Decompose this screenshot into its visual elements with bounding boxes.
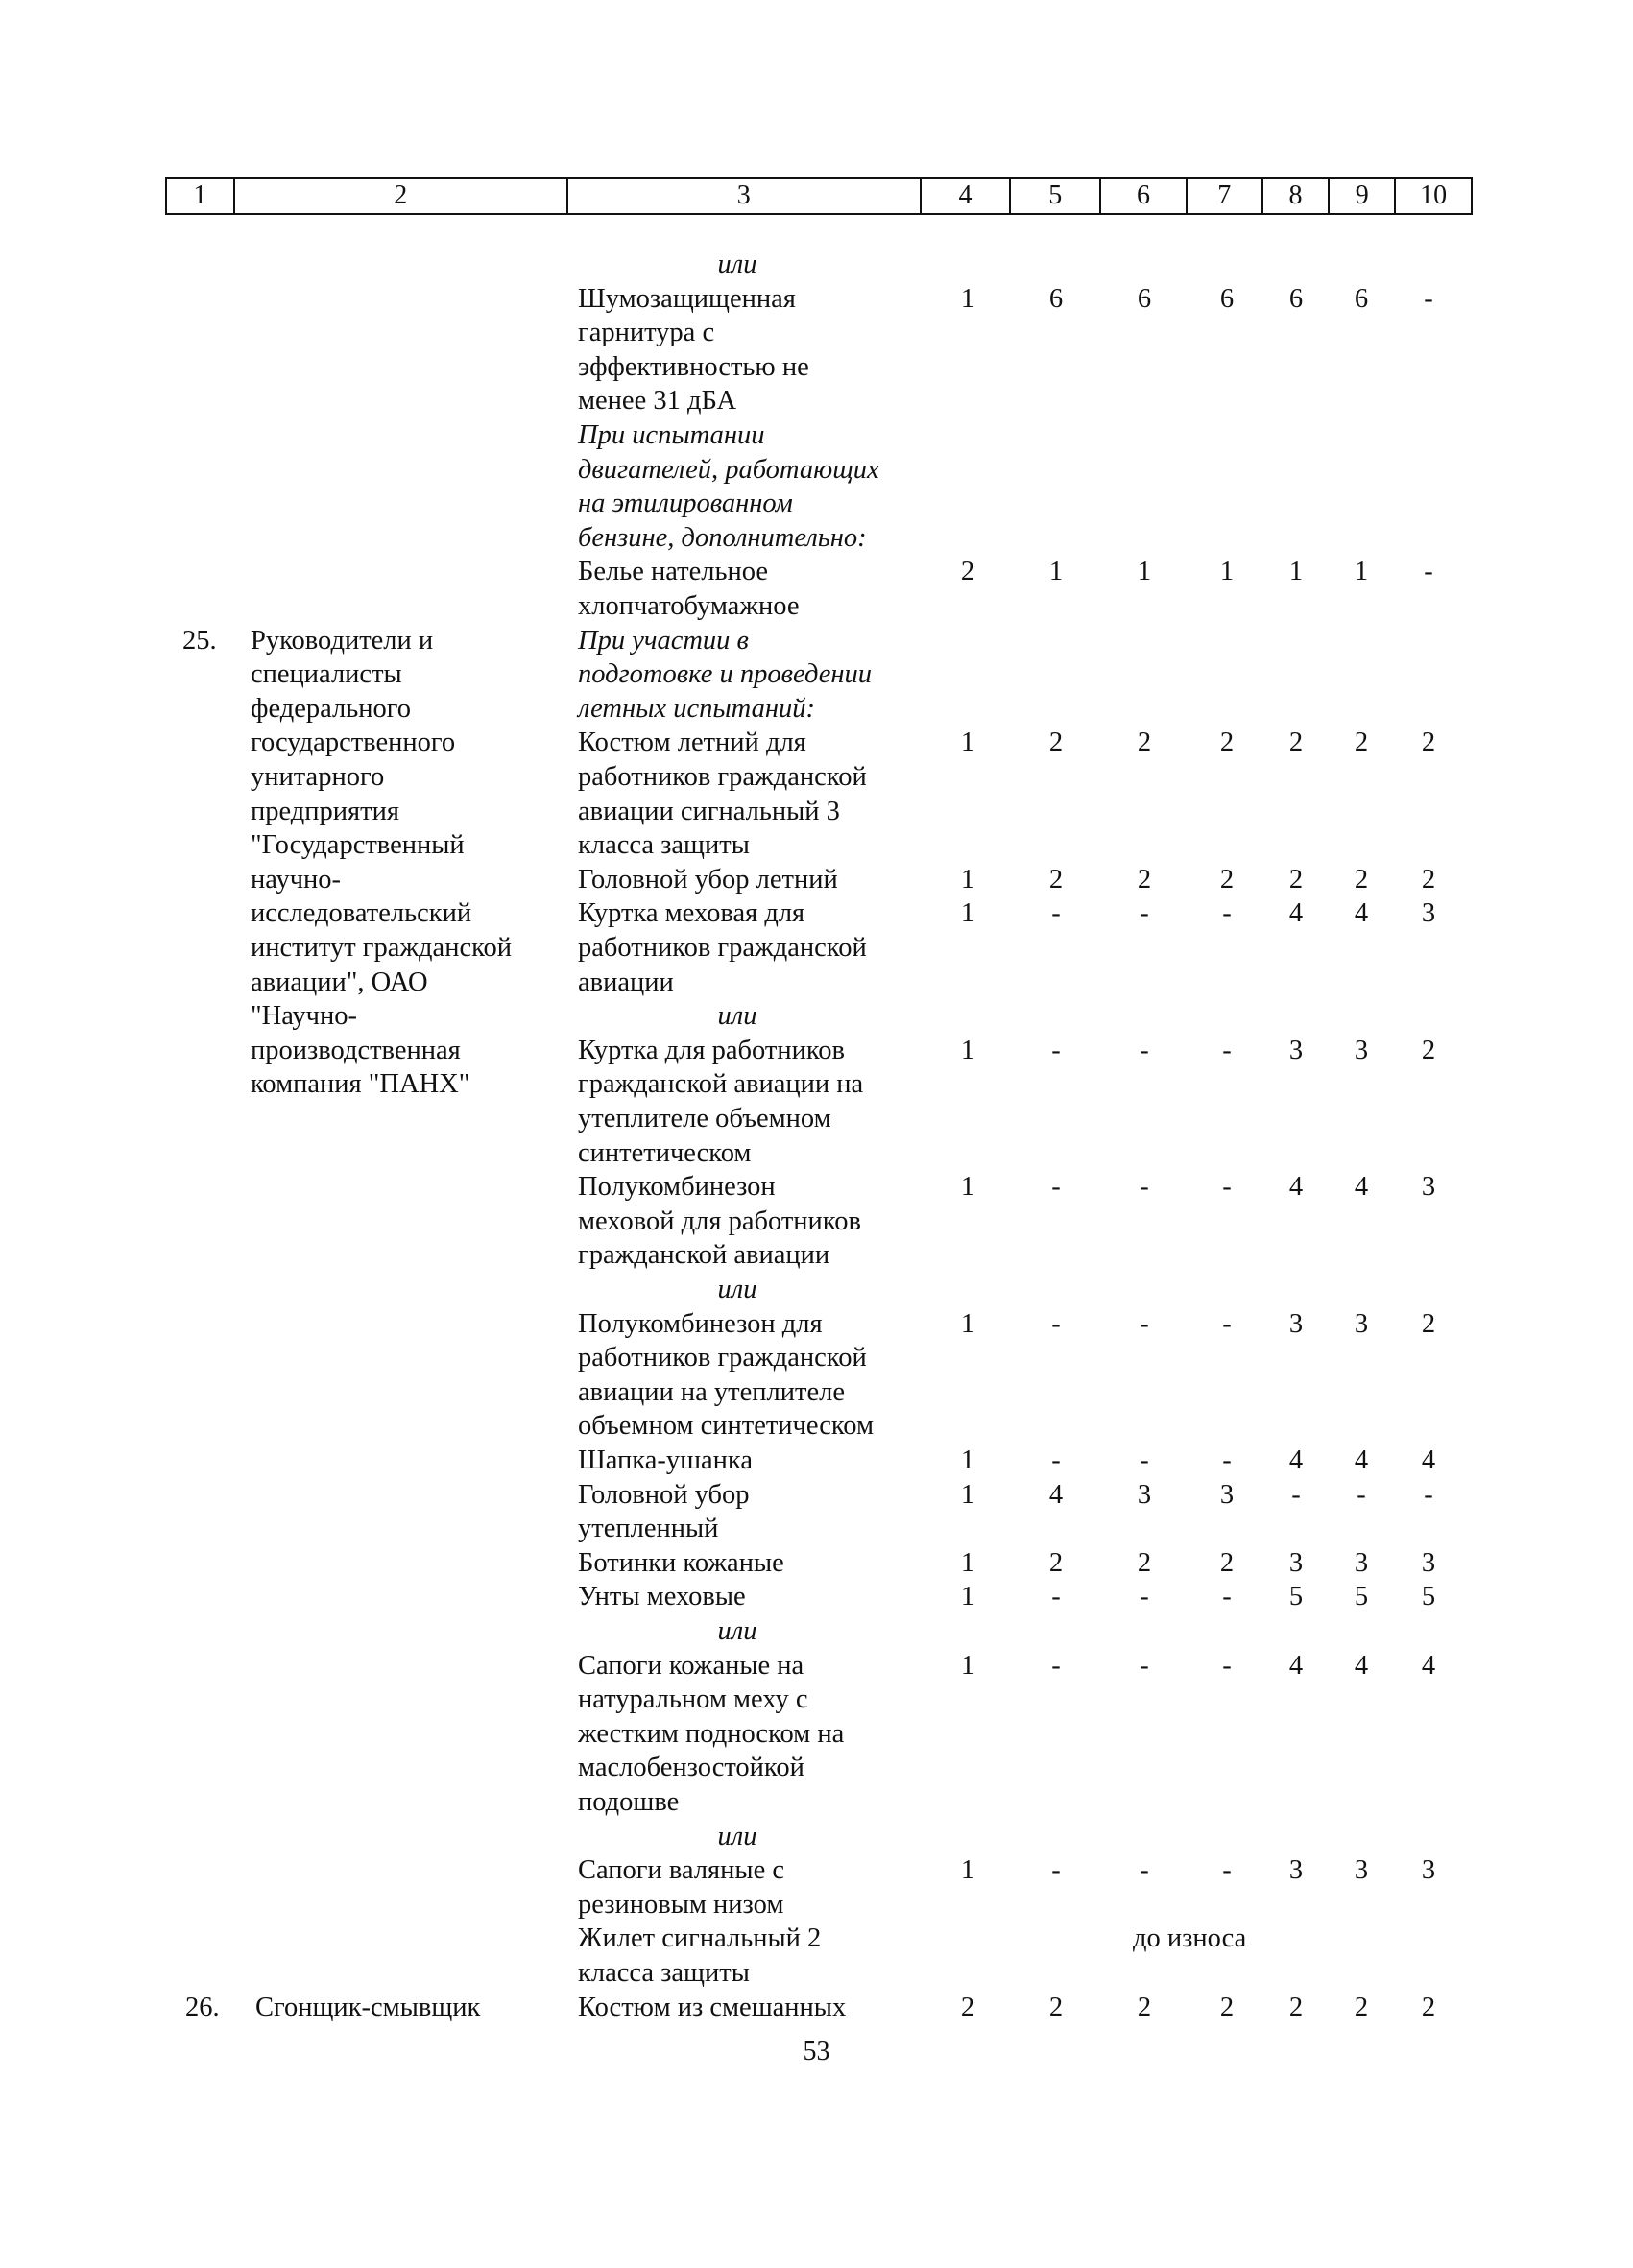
equipment-line: на этилированном bbox=[578, 489, 793, 519]
norm-value: - bbox=[1140, 1172, 1149, 1203]
norm-value: 2 bbox=[1219, 1992, 1235, 2022]
norm-value: - bbox=[1222, 1582, 1232, 1612]
norm-value: 4 bbox=[1288, 898, 1304, 929]
norm-value: 4 bbox=[1048, 1479, 1064, 1510]
equipment-line: летных испытаний: bbox=[578, 693, 815, 724]
norm-value: - bbox=[1051, 1445, 1061, 1475]
norm-value: 2 bbox=[1048, 864, 1064, 895]
norm-value: - bbox=[1140, 1445, 1149, 1475]
norm-value: 3 bbox=[1421, 1855, 1436, 1886]
norm-value: - bbox=[1051, 1650, 1061, 1681]
norm-value: 2 bbox=[1421, 1035, 1436, 1065]
norm-value: 3 bbox=[1137, 1479, 1152, 1510]
norm-value: - bbox=[1222, 1172, 1232, 1203]
equipment-line: Куртка меховая для bbox=[578, 898, 805, 929]
page-number: 53 bbox=[803, 2037, 830, 2066]
norm-value: 4 bbox=[1288, 1445, 1304, 1475]
norm-value: 3 bbox=[1288, 1855, 1304, 1886]
norm-value: - bbox=[1222, 1308, 1232, 1339]
norm-value: - bbox=[1222, 1855, 1232, 1886]
norm-value: 2 bbox=[1288, 728, 1304, 758]
norm-value: 1 bbox=[960, 1650, 975, 1681]
header-cell: 9 bbox=[1330, 179, 1396, 213]
equipment-line: гарнитура с bbox=[578, 318, 715, 348]
norm-value: 3 bbox=[1354, 1035, 1369, 1065]
norm-value: 2 bbox=[1354, 1992, 1369, 2022]
equipment-line: Жилет сигнальный 2 bbox=[578, 1923, 822, 1954]
norm-value: 1 bbox=[1288, 557, 1304, 587]
norm-value: - bbox=[1222, 898, 1232, 929]
norm-value: 1 bbox=[960, 864, 975, 895]
equipment-line: Полукомбинезон для bbox=[578, 1308, 823, 1339]
norm-value: 2 bbox=[1421, 728, 1436, 758]
norm-value: 3 bbox=[1288, 1035, 1304, 1065]
norm-value: 2 bbox=[1048, 1547, 1064, 1578]
norm-value: 1 bbox=[1048, 557, 1064, 587]
equipment-line: утепленный bbox=[578, 1514, 719, 1544]
norm-value: - bbox=[1222, 1445, 1232, 1475]
norm-value: 1 bbox=[960, 1172, 975, 1203]
equipment-line: При участии в bbox=[578, 625, 749, 656]
profession-line: Руководители и bbox=[251, 625, 434, 656]
norm-value: 3 bbox=[1219, 1479, 1235, 1510]
norm-value: 5 bbox=[1421, 1582, 1436, 1612]
equipment-line: авиации bbox=[578, 967, 674, 997]
equipment-line: Шумозащищенная bbox=[578, 283, 796, 314]
column-number-header bbox=[165, 177, 1473, 215]
equipment-line: гражданской авиации на bbox=[578, 1069, 864, 1100]
norm-value: 1 bbox=[960, 1855, 975, 1886]
norm-value: 2 bbox=[1421, 1992, 1436, 2022]
equipment-line: работников гражданской bbox=[578, 762, 867, 792]
header-cell: 3 bbox=[568, 179, 922, 213]
equipment-line: менее 31 дБА bbox=[578, 386, 737, 417]
norm-value: 2 bbox=[960, 557, 975, 587]
norm-value: 3 bbox=[1421, 1547, 1436, 1578]
norm-value: - bbox=[1051, 1172, 1061, 1203]
equipment-line: хлопчатобумажное bbox=[578, 591, 800, 621]
norm-value: 4 bbox=[1288, 1172, 1304, 1203]
norm-value: 2 bbox=[1421, 864, 1436, 895]
norm-value: 4 bbox=[1288, 1650, 1304, 1681]
profession-line: специалисты bbox=[251, 659, 402, 690]
header-cell: 5 bbox=[1011, 179, 1101, 213]
norm-value: 2 bbox=[1137, 1547, 1152, 1578]
norm-value: - bbox=[1424, 1479, 1433, 1510]
norm-value: - bbox=[1051, 898, 1061, 929]
equipment-line: гражданской авиации bbox=[578, 1240, 830, 1271]
norm-value: 4 bbox=[1354, 898, 1369, 929]
header-cell: 4 bbox=[922, 179, 1012, 213]
equipment-line: Шапка-ушанка bbox=[578, 1445, 753, 1475]
equipment-line: натуральном меху с bbox=[578, 1684, 808, 1715]
or-separator: или bbox=[717, 1616, 757, 1646]
norm-value: 3 bbox=[1288, 1547, 1304, 1578]
norm-value: 1 bbox=[960, 1308, 975, 1339]
equipment-line: меховой для работников bbox=[578, 1206, 861, 1236]
norm-value: 3 bbox=[1421, 1172, 1436, 1203]
header-cell: 7 bbox=[1188, 179, 1263, 213]
equipment-line: работников гражданской bbox=[578, 933, 867, 963]
equipment-line: При испытании bbox=[578, 420, 765, 450]
equipment-line: работников гражданской bbox=[578, 1343, 867, 1373]
profession-line: научно- bbox=[251, 864, 342, 895]
profession-line: компания "ПАНХ" bbox=[251, 1069, 470, 1100]
norm-value: 4 bbox=[1421, 1650, 1436, 1681]
until-worn-note: до износа bbox=[1133, 1923, 1247, 1954]
equipment-line: Полукомбинезон bbox=[578, 1172, 776, 1203]
equipment-line: Головной убор bbox=[578, 1479, 750, 1510]
equipment-line: резиновым низом bbox=[578, 1889, 784, 1920]
equipment-line: Костюм из смешанных bbox=[578, 1992, 847, 2022]
equipment-line: подошве bbox=[578, 1787, 680, 1817]
norm-value: 2 bbox=[1219, 728, 1235, 758]
norm-value: 6 bbox=[1354, 283, 1369, 314]
or-separator: или bbox=[717, 1001, 757, 1032]
norm-value: 3 bbox=[1288, 1308, 1304, 1339]
entry-number: 26. bbox=[185, 1992, 220, 2022]
norm-value: - bbox=[1222, 1035, 1232, 1065]
equipment-line: объемном синтетическом bbox=[578, 1411, 875, 1442]
norm-value: 1 bbox=[960, 1582, 975, 1612]
norm-value: 1 bbox=[960, 898, 975, 929]
equipment-line: жестким подноском на bbox=[578, 1718, 845, 1749]
entry-number: 25. bbox=[182, 625, 217, 656]
profession-line: Сгонщик-смывщик bbox=[255, 1992, 481, 2022]
equipment-line: авиации на утеплителе bbox=[578, 1376, 845, 1407]
profession-line: "Государственный bbox=[251, 830, 465, 861]
norm-value: - bbox=[1051, 1855, 1061, 1886]
norm-value: 3 bbox=[1354, 1547, 1369, 1578]
norm-value: 3 bbox=[1354, 1855, 1369, 1886]
profession-line: исследовательский bbox=[251, 898, 472, 929]
norm-value: 3 bbox=[1354, 1308, 1369, 1339]
norm-value: - bbox=[1140, 1035, 1149, 1065]
norm-value: 2 bbox=[1137, 728, 1152, 758]
norm-value: - bbox=[1140, 1855, 1149, 1886]
norm-value: - bbox=[1051, 1582, 1061, 1612]
profession-line: производственная bbox=[251, 1035, 461, 1065]
norm-value: 6 bbox=[1288, 283, 1304, 314]
norm-value: - bbox=[1051, 1035, 1061, 1065]
header-cell: 6 bbox=[1101, 179, 1188, 213]
header-cell: 1 bbox=[167, 179, 235, 213]
equipment-line: синтетическом bbox=[578, 1137, 752, 1168]
header-cell: 2 bbox=[235, 179, 568, 213]
norm-value: - bbox=[1140, 1308, 1149, 1339]
norm-value: 1 bbox=[960, 1035, 975, 1065]
equipment-line: Куртка для работников bbox=[578, 1035, 845, 1065]
norm-value: 4 bbox=[1354, 1650, 1369, 1681]
norm-value: - bbox=[1140, 1582, 1149, 1612]
norm-value: 6 bbox=[1137, 283, 1152, 314]
norm-value: - bbox=[1424, 557, 1433, 587]
norm-value: 1 bbox=[1137, 557, 1152, 587]
header-cell: 8 bbox=[1263, 179, 1331, 213]
norm-value: 5 bbox=[1354, 1582, 1369, 1612]
norm-value: 1 bbox=[960, 1547, 975, 1578]
norm-value: 2 bbox=[1219, 864, 1235, 895]
equipment-line: утеплителе объемном bbox=[578, 1104, 831, 1134]
equipment-line: двигателей, работающих bbox=[578, 454, 879, 485]
norm-value: 4 bbox=[1354, 1172, 1369, 1203]
norm-value: - bbox=[1051, 1308, 1061, 1339]
norm-value: 2 bbox=[1288, 1992, 1304, 2022]
profession-line: авиации", ОАО bbox=[251, 967, 428, 997]
equipment-line: Сапоги валяные с bbox=[578, 1855, 784, 1886]
equipment-line: бензине, дополнительно: bbox=[578, 522, 867, 553]
norm-value: 1 bbox=[960, 728, 975, 758]
norm-value: - bbox=[1357, 1479, 1366, 1510]
norm-value: 1 bbox=[960, 1445, 975, 1475]
norm-value: 2 bbox=[1137, 1992, 1152, 2022]
norm-value: 2 bbox=[1219, 1547, 1235, 1578]
norm-value: 1 bbox=[1354, 557, 1369, 587]
norm-value: 2 bbox=[1354, 728, 1369, 758]
or-separator: или bbox=[717, 1275, 757, 1304]
norm-value: 2 bbox=[1048, 1992, 1064, 2022]
norm-value: 3 bbox=[1421, 898, 1436, 929]
equipment-line: Унты меховые bbox=[578, 1582, 746, 1612]
or-separator: или bbox=[717, 250, 757, 279]
profession-line: институт гражданской bbox=[251, 933, 513, 963]
equipment-line: подготовке и проведении bbox=[578, 659, 872, 690]
norm-value: 2 bbox=[1048, 728, 1064, 758]
profession-line: предприятия bbox=[251, 796, 399, 826]
profession-line: "Научно- bbox=[251, 1001, 357, 1032]
equipment-line: Головной убор летний bbox=[578, 864, 838, 895]
norm-value: 1 bbox=[1219, 557, 1235, 587]
norm-value: - bbox=[1291, 1479, 1301, 1510]
norm-value: 2 bbox=[960, 1992, 975, 2022]
profession-line: унитарного bbox=[251, 762, 385, 792]
norm-value: - bbox=[1140, 898, 1149, 929]
equipment-line: класса защиты bbox=[578, 1958, 750, 1988]
equipment-line: эффективностью не bbox=[578, 351, 809, 382]
profession-line: государственного bbox=[251, 728, 456, 758]
equipment-line: Сапоги кожаные на bbox=[578, 1650, 804, 1681]
equipment-line: Ботинки кожаные bbox=[578, 1547, 784, 1578]
or-separator: или bbox=[717, 1821, 757, 1851]
norm-value: 2 bbox=[1421, 1308, 1436, 1339]
norm-value: 6 bbox=[1048, 283, 1064, 314]
equipment-line: Белье нательное bbox=[578, 557, 768, 587]
norm-value: - bbox=[1222, 1650, 1232, 1681]
norm-value: 4 bbox=[1421, 1445, 1436, 1475]
norm-value: - bbox=[1140, 1650, 1149, 1681]
norm-value: 2 bbox=[1354, 864, 1369, 895]
norm-value: 1 bbox=[960, 1479, 975, 1510]
norm-value: 2 bbox=[1288, 864, 1304, 895]
norm-value: 2 bbox=[1137, 864, 1152, 895]
norm-value: 5 bbox=[1288, 1582, 1304, 1612]
profession-line: федерального bbox=[251, 693, 411, 724]
header-cell: 10 bbox=[1420, 180, 1448, 210]
equipment-line: Костюм летний для bbox=[578, 728, 806, 758]
norm-value: 4 bbox=[1354, 1445, 1369, 1475]
equipment-line: авиации сигнальный 3 bbox=[578, 796, 840, 826]
norm-value: 1 bbox=[960, 283, 975, 314]
norm-value: - bbox=[1424, 283, 1433, 314]
norm-value: 6 bbox=[1219, 283, 1235, 314]
equipment-line: класса защиты bbox=[578, 830, 750, 861]
equipment-line: маслобензостойкой bbox=[578, 1753, 804, 1783]
